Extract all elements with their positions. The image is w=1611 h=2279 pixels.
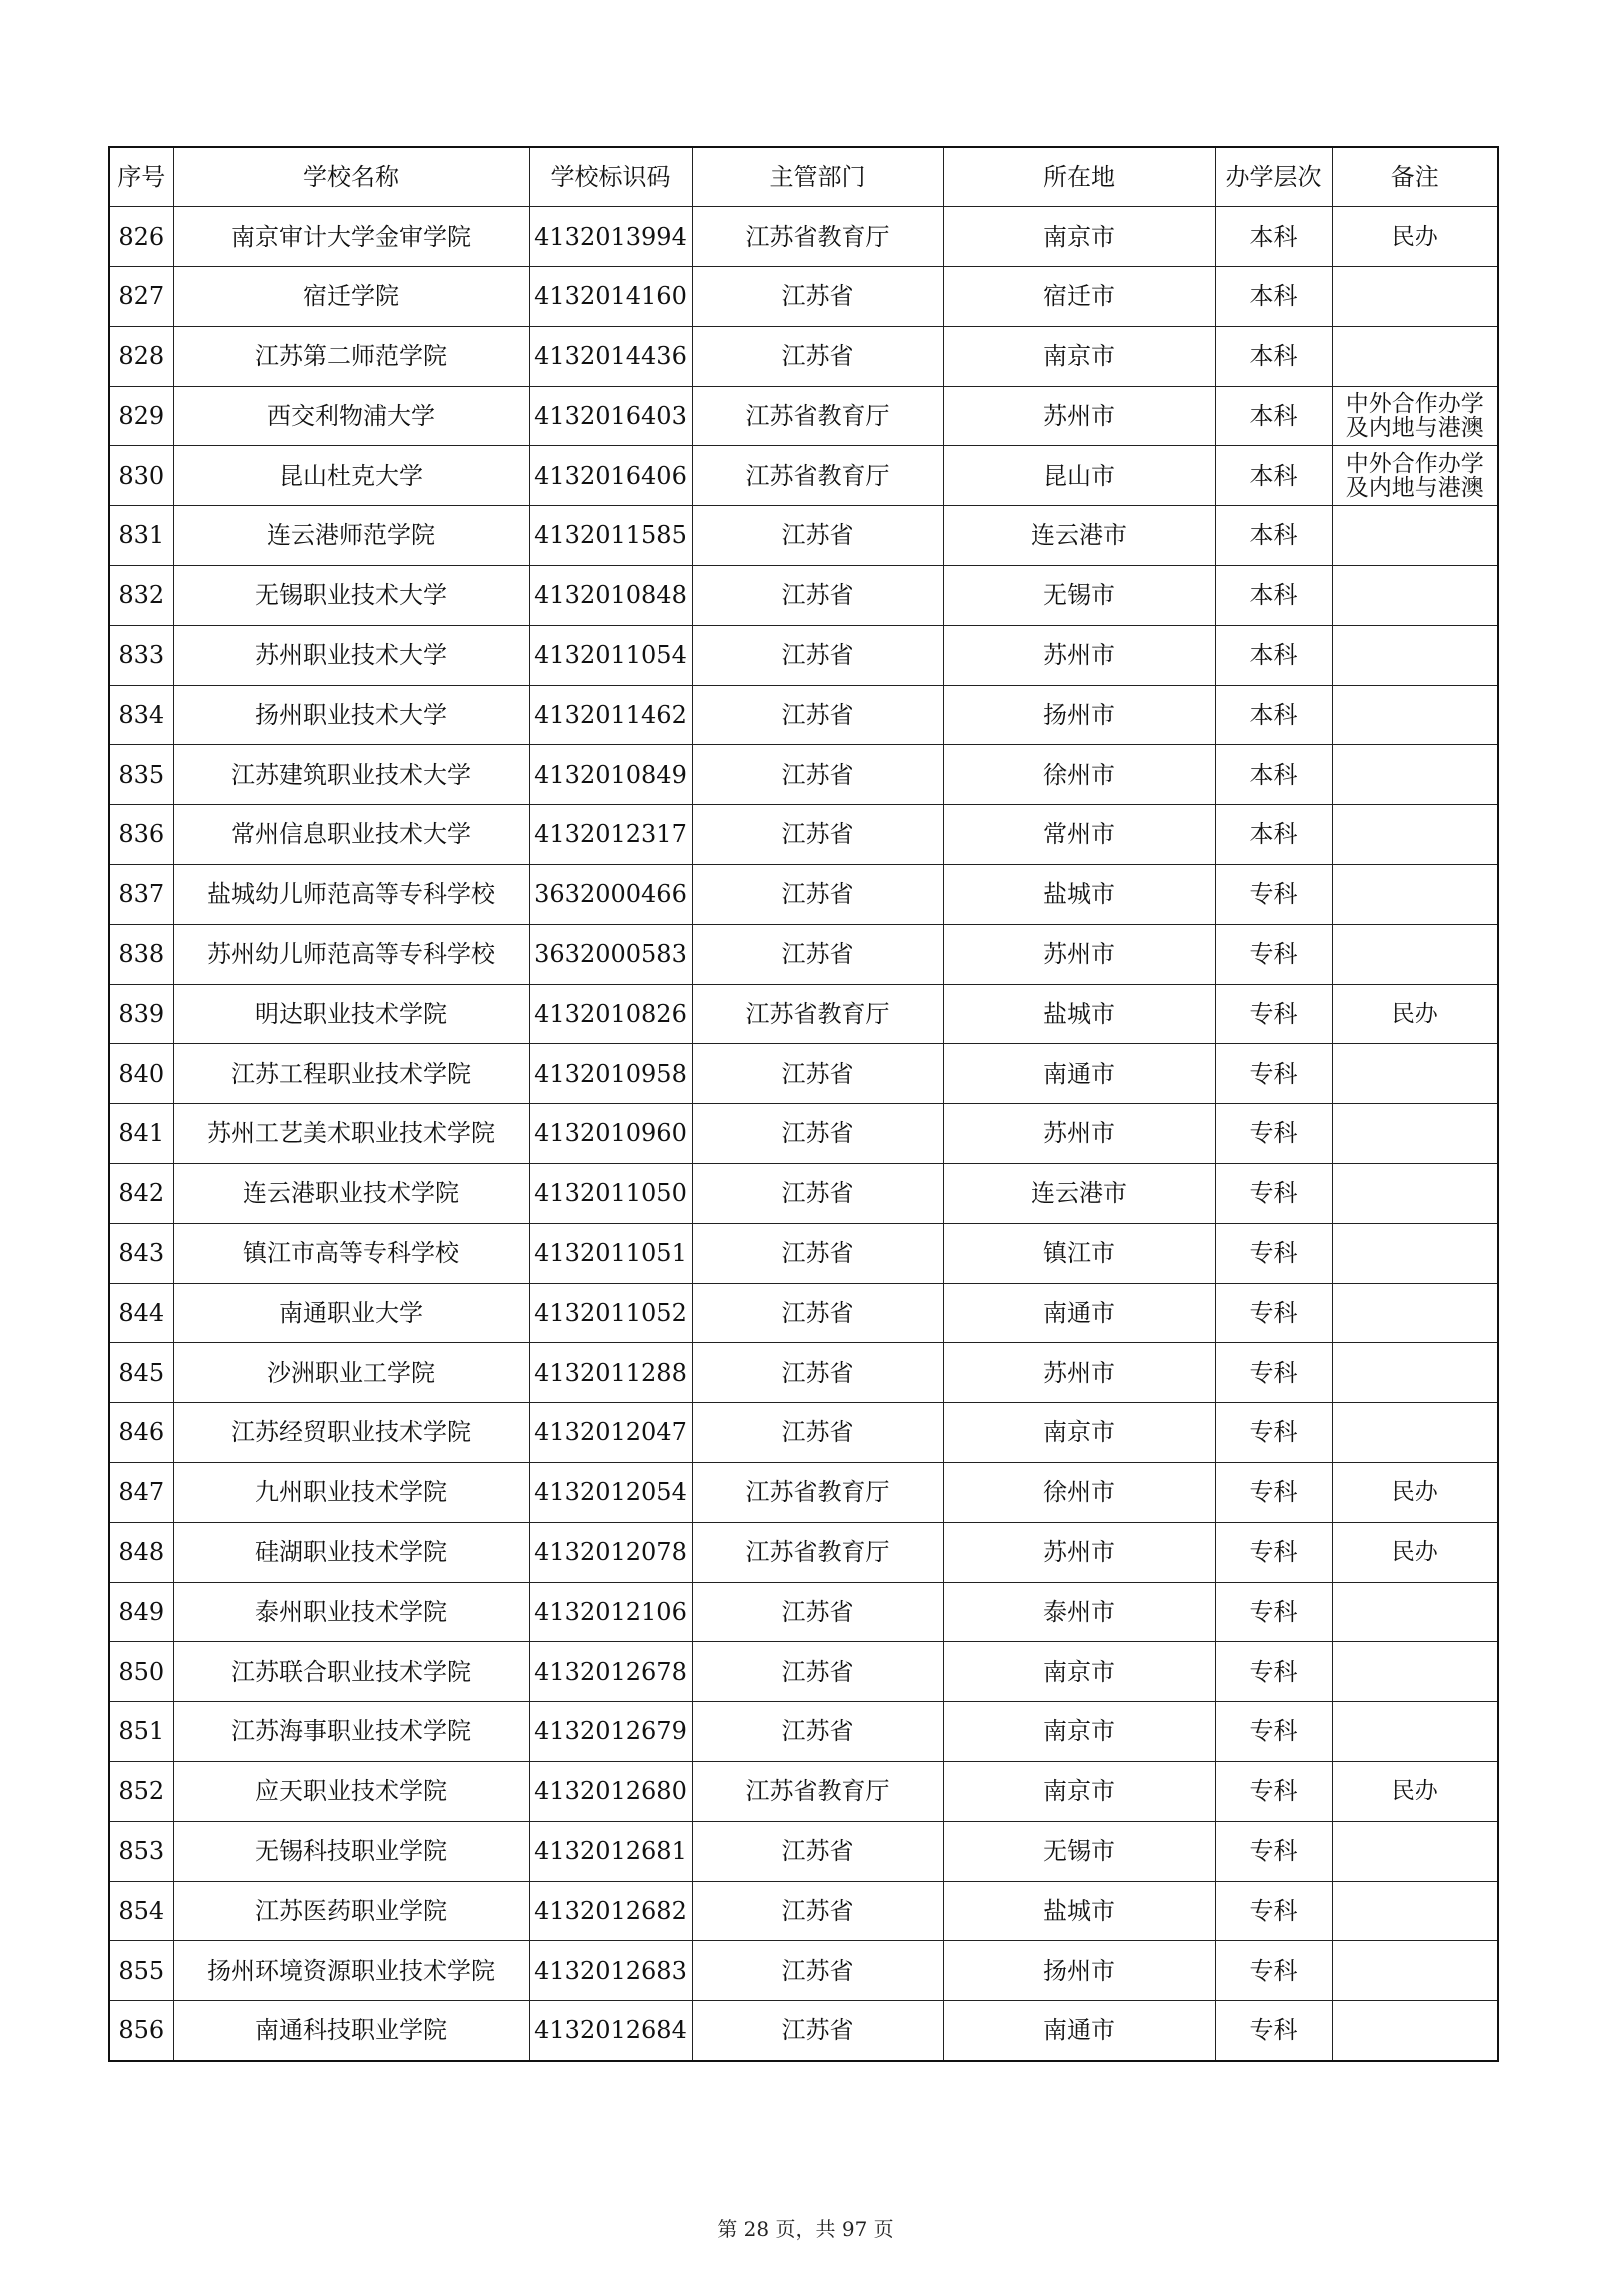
serial-cell: 839 — [109, 984, 173, 1044]
table-row — [109, 267, 1498, 327]
table-row — [109, 865, 1498, 925]
school-name-cell: 昆山杜克大学 — [173, 446, 529, 506]
remarks-cell — [1332, 1821, 1498, 1881]
serial-cell: 832 — [109, 566, 173, 626]
serial-cell: 856 — [109, 2001, 173, 2061]
header-school-code: 学校标识码 — [529, 147, 692, 207]
remarks-cell — [1332, 1881, 1498, 1941]
serial-cell: 826 — [109, 207, 173, 267]
table-row — [109, 1044, 1498, 1104]
department-cell: 江苏省 — [692, 1283, 943, 1343]
table-row — [109, 446, 1498, 506]
school-name-cell: 九州职业技术学院 — [173, 1463, 529, 1523]
school-code-cell: 4132014436 — [529, 326, 692, 386]
table-row — [109, 745, 1498, 805]
school-code-cell: 4132011052 — [529, 1283, 692, 1343]
department-cell: 江苏省 — [692, 1582, 943, 1642]
serial-cell: 855 — [109, 1941, 173, 2001]
serial-cell: 837 — [109, 865, 173, 925]
school-name-cell: 镇江市高等专科学校 — [173, 1223, 529, 1283]
remarks-cell — [1332, 625, 1498, 685]
department-cell: 江苏省 — [692, 1403, 943, 1463]
school-name-cell: 江苏建筑职业技术大学 — [173, 745, 529, 805]
department-cell: 江苏省 — [692, 326, 943, 386]
location-cell: 徐州市 — [943, 1463, 1215, 1523]
remarks-cell — [1332, 1582, 1498, 1642]
table-header-row — [109, 147, 1498, 207]
table-row — [109, 207, 1498, 267]
header-remarks: 备注 — [1332, 147, 1498, 207]
table-row — [109, 1522, 1498, 1582]
table-row — [109, 326, 1498, 386]
location-cell: 南京市 — [943, 1702, 1215, 1762]
location-cell: 苏州市 — [943, 1522, 1215, 1582]
school-code-cell: 4132010848 — [529, 566, 692, 626]
school-list-table — [108, 146, 1499, 2062]
table-row — [109, 1403, 1498, 1463]
department-cell: 江苏省 — [692, 924, 943, 984]
remarks-cell — [1332, 1702, 1498, 1762]
school-name-cell: 泰州职业技术学院 — [173, 1582, 529, 1642]
remarks-cell: 中外合作办学及内地与港澳 — [1332, 446, 1498, 506]
table-row — [109, 1104, 1498, 1164]
table-row — [109, 1821, 1498, 1881]
serial-cell: 835 — [109, 745, 173, 805]
remarks-cell — [1332, 267, 1498, 327]
location-cell: 无锡市 — [943, 566, 1215, 626]
department-cell: 江苏省 — [692, 1821, 943, 1881]
school-name-cell: 南通职业大学 — [173, 1283, 529, 1343]
location-cell: 昆山市 — [943, 446, 1215, 506]
school-name-cell: 应天职业技术学院 — [173, 1762, 529, 1822]
remarks-cell: 民办 — [1332, 1522, 1498, 1582]
level-cell: 专科 — [1215, 1642, 1332, 1702]
school-name-cell: 硅湖职业技术学院 — [173, 1522, 529, 1582]
remarks-cell: 中外合作办学及内地与港澳 — [1332, 386, 1498, 446]
level-cell: 本科 — [1215, 745, 1332, 805]
level-cell: 专科 — [1215, 1582, 1332, 1642]
table-row — [109, 1762, 1498, 1822]
department-cell: 江苏省 — [692, 1881, 943, 1941]
serial-cell: 836 — [109, 805, 173, 865]
school-code-cell: 4132012054 — [529, 1463, 692, 1523]
department-cell: 江苏省 — [692, 566, 943, 626]
remarks-cell — [1332, 506, 1498, 566]
level-cell: 专科 — [1215, 1941, 1332, 2001]
school-name-cell: 无锡科技职业学院 — [173, 1821, 529, 1881]
department-cell: 江苏省 — [692, 1343, 943, 1403]
serial-cell: 840 — [109, 1044, 173, 1104]
header-department: 主管部门 — [692, 147, 943, 207]
department-cell: 江苏省 — [692, 1044, 943, 1104]
level-cell: 本科 — [1215, 506, 1332, 566]
table-row — [109, 1642, 1498, 1702]
school-name-cell: 苏州职业技术大学 — [173, 625, 529, 685]
school-code-cell: 4132012684 — [529, 2001, 692, 2061]
department-cell: 江苏省 — [692, 865, 943, 925]
location-cell: 南京市 — [943, 1403, 1215, 1463]
remarks-cell — [1332, 1403, 1498, 1463]
location-cell: 南京市 — [943, 1642, 1215, 1702]
serial-cell: 843 — [109, 1223, 173, 1283]
school-code-cell: 4132016406 — [529, 446, 692, 506]
department-cell: 江苏省 — [692, 1702, 943, 1762]
remarks-cell: 民办 — [1332, 984, 1498, 1044]
department-cell: 江苏省教育厅 — [692, 207, 943, 267]
school-name-cell: 江苏医药职业学院 — [173, 1881, 529, 1941]
remarks-cell — [1332, 1642, 1498, 1702]
level-cell: 专科 — [1215, 1463, 1332, 1523]
serial-cell: 841 — [109, 1104, 173, 1164]
department-cell: 江苏省 — [692, 625, 943, 685]
table-row — [109, 566, 1498, 626]
table-row — [109, 924, 1498, 984]
level-cell: 本科 — [1215, 625, 1332, 685]
serial-cell: 838 — [109, 924, 173, 984]
table-row — [109, 1582, 1498, 1642]
table-row — [109, 1463, 1498, 1523]
serial-cell: 842 — [109, 1164, 173, 1224]
school-name-cell: 江苏经贸职业技术学院 — [173, 1403, 529, 1463]
level-cell: 本科 — [1215, 446, 1332, 506]
school-name-cell: 盐城幼儿师范高等专科学校 — [173, 865, 529, 925]
school-code-cell: 4132012681 — [529, 1821, 692, 1881]
level-cell: 专科 — [1215, 1223, 1332, 1283]
level-cell: 专科 — [1215, 1821, 1332, 1881]
department-cell: 江苏省 — [692, 685, 943, 745]
serial-cell: 844 — [109, 1283, 173, 1343]
location-cell: 南通市 — [943, 1283, 1215, 1343]
school-code-cell: 4132012682 — [529, 1881, 692, 1941]
school-name-cell: 明达职业技术学院 — [173, 984, 529, 1044]
table-row — [109, 1164, 1498, 1224]
level-cell: 本科 — [1215, 326, 1332, 386]
level-cell: 专科 — [1215, 1343, 1332, 1403]
location-cell: 常州市 — [943, 805, 1215, 865]
remarks-cell — [1332, 685, 1498, 745]
remarks-cell — [1332, 805, 1498, 865]
level-cell: 本科 — [1215, 386, 1332, 446]
remarks-cell — [1332, 326, 1498, 386]
school-code-cell: 4132012679 — [529, 1702, 692, 1762]
school-code-cell: 4132011051 — [529, 1223, 692, 1283]
table-row — [109, 685, 1498, 745]
table-row — [109, 805, 1498, 865]
level-cell: 专科 — [1215, 1403, 1332, 1463]
level-cell: 专科 — [1215, 2001, 1332, 2061]
location-cell: 南京市 — [943, 207, 1215, 267]
school-code-cell: 4132012680 — [529, 1762, 692, 1822]
school-name-cell: 江苏联合职业技术学院 — [173, 1642, 529, 1702]
department-cell: 江苏省 — [692, 745, 943, 805]
level-cell: 本科 — [1215, 805, 1332, 865]
header-school-name: 学校名称 — [173, 147, 529, 207]
school-code-cell: 4132010826 — [529, 984, 692, 1044]
location-cell: 镇江市 — [943, 1223, 1215, 1283]
serial-cell: 829 — [109, 386, 173, 446]
school-code-cell: 4132012683 — [529, 1941, 692, 2001]
location-cell: 盐城市 — [943, 865, 1215, 925]
school-code-cell: 4132012678 — [529, 1642, 692, 1702]
table-row — [109, 1881, 1498, 1941]
school-name-cell: 常州信息职业技术大学 — [173, 805, 529, 865]
department-cell: 江苏省 — [692, 1164, 943, 1224]
location-cell: 扬州市 — [943, 685, 1215, 745]
school-code-cell: 4132012078 — [529, 1522, 692, 1582]
school-code-cell: 4132012047 — [529, 1403, 692, 1463]
serial-cell: 833 — [109, 625, 173, 685]
level-cell: 专科 — [1215, 1881, 1332, 1941]
location-cell: 连云港市 — [943, 506, 1215, 566]
department-cell: 江苏省 — [692, 1104, 943, 1164]
school-name-cell: 南通科技职业学院 — [173, 2001, 529, 2061]
location-cell: 泰州市 — [943, 1582, 1215, 1642]
school-name-cell: 沙洲职业工学院 — [173, 1343, 529, 1403]
level-cell: 本科 — [1215, 207, 1332, 267]
table-row — [109, 1343, 1498, 1403]
serial-cell: 850 — [109, 1642, 173, 1702]
serial-cell: 853 — [109, 1821, 173, 1881]
school-name-cell: 无锡职业技术大学 — [173, 566, 529, 626]
table-row — [109, 1223, 1498, 1283]
remarks-cell — [1332, 1343, 1498, 1403]
table-row — [109, 625, 1498, 685]
school-code-cell: 4132011462 — [529, 685, 692, 745]
school-code-cell: 4132014160 — [529, 267, 692, 327]
department-cell: 江苏省 — [692, 506, 943, 566]
location-cell: 南通市 — [943, 1044, 1215, 1104]
remarks-cell — [1332, 745, 1498, 805]
location-cell: 苏州市 — [943, 386, 1215, 446]
serial-cell: 854 — [109, 1881, 173, 1941]
department-cell: 江苏省 — [692, 805, 943, 865]
school-name-cell: 扬州职业技术大学 — [173, 685, 529, 745]
remarks-cell — [1332, 1164, 1498, 1224]
remarks-cell: 民办 — [1332, 207, 1498, 267]
table-row — [109, 506, 1498, 566]
school-name-cell: 南京审计大学金审学院 — [173, 207, 529, 267]
school-name-cell: 苏州工艺美术职业技术学院 — [173, 1104, 529, 1164]
serial-cell: 846 — [109, 1403, 173, 1463]
table-row — [109, 1702, 1498, 1762]
school-code-cell: 4132016403 — [529, 386, 692, 446]
school-name-cell: 西交利物浦大学 — [173, 386, 529, 446]
department-cell: 江苏省教育厅 — [692, 984, 943, 1044]
location-cell: 徐州市 — [943, 745, 1215, 805]
department-cell: 江苏省教育厅 — [692, 1762, 943, 1822]
table-row — [109, 386, 1498, 446]
location-cell: 盐城市 — [943, 984, 1215, 1044]
table-body — [109, 207, 1498, 2061]
school-name-cell: 江苏海事职业技术学院 — [173, 1702, 529, 1762]
level-cell: 专科 — [1215, 1283, 1332, 1343]
school-name-cell: 江苏工程职业技术学院 — [173, 1044, 529, 1104]
location-cell: 南京市 — [943, 326, 1215, 386]
school-code-cell: 3632000466 — [529, 865, 692, 925]
level-cell: 专科 — [1215, 865, 1332, 925]
school-code-cell: 4132012317 — [529, 805, 692, 865]
department-cell: 江苏省 — [692, 1941, 943, 2001]
school-code-cell: 3632000583 — [529, 924, 692, 984]
location-cell: 南通市 — [943, 2001, 1215, 2061]
header-level: 办学层次 — [1215, 147, 1332, 207]
department-cell: 江苏省教育厅 — [692, 1463, 943, 1523]
serial-cell: 830 — [109, 446, 173, 506]
location-cell: 宿迁市 — [943, 267, 1215, 327]
school-name-cell: 宿迁学院 — [173, 267, 529, 327]
remarks-cell — [1332, 1283, 1498, 1343]
department-cell: 江苏省 — [692, 1642, 943, 1702]
location-cell: 苏州市 — [943, 625, 1215, 685]
remarks-cell — [1332, 865, 1498, 925]
location-cell: 盐城市 — [943, 1881, 1215, 1941]
remarks-cell — [1332, 924, 1498, 984]
school-code-cell: 4132011288 — [529, 1343, 692, 1403]
remarks-cell — [1332, 1044, 1498, 1104]
department-cell: 江苏省 — [692, 1223, 943, 1283]
level-cell: 本科 — [1215, 566, 1332, 626]
location-cell: 南京市 — [943, 1762, 1215, 1822]
header-serial: 序号 — [109, 147, 173, 207]
school-code-cell: 4132011585 — [529, 506, 692, 566]
table-row — [109, 1283, 1498, 1343]
location-cell: 苏州市 — [943, 924, 1215, 984]
level-cell: 专科 — [1215, 1164, 1332, 1224]
school-name-cell: 苏州幼儿师范高等专科学校 — [173, 924, 529, 984]
table-row — [109, 984, 1498, 1044]
department-cell: 江苏省 — [692, 2001, 943, 2061]
school-code-cell: 4132010960 — [529, 1104, 692, 1164]
remarks-cell: 民办 — [1332, 1762, 1498, 1822]
remarks-cell — [1332, 1104, 1498, 1164]
serial-cell: 851 — [109, 1702, 173, 1762]
serial-cell: 831 — [109, 506, 173, 566]
school-name-cell: 连云港师范学院 — [173, 506, 529, 566]
level-cell: 专科 — [1215, 1762, 1332, 1822]
school-code-cell: 4132010958 — [529, 1044, 692, 1104]
remarks-cell — [1332, 566, 1498, 626]
serial-cell: 827 — [109, 267, 173, 327]
level-cell: 专科 — [1215, 924, 1332, 984]
remarks-cell: 民办 — [1332, 1463, 1498, 1523]
department-cell: 江苏省 — [692, 267, 943, 327]
location-cell: 苏州市 — [943, 1104, 1215, 1164]
school-code-cell: 4132010849 — [529, 745, 692, 805]
level-cell: 专科 — [1215, 1044, 1332, 1104]
location-cell: 连云港市 — [943, 1164, 1215, 1224]
serial-cell: 849 — [109, 1582, 173, 1642]
table-row — [109, 2001, 1498, 2061]
page-footer: 第 28 页，共 97 页 — [717, 2217, 894, 2241]
school-name-cell: 江苏第二师范学院 — [173, 326, 529, 386]
location-cell: 扬州市 — [943, 1941, 1215, 2001]
remarks-cell — [1332, 1941, 1498, 2001]
location-cell: 无锡市 — [943, 1821, 1215, 1881]
level-cell: 本科 — [1215, 685, 1332, 745]
level-cell: 专科 — [1215, 1104, 1332, 1164]
level-cell: 本科 — [1215, 267, 1332, 327]
location-cell: 苏州市 — [943, 1343, 1215, 1403]
serial-cell: 834 — [109, 685, 173, 745]
level-cell: 专科 — [1215, 984, 1332, 1044]
remarks-cell — [1332, 2001, 1498, 2061]
serial-cell: 848 — [109, 1522, 173, 1582]
school-code-cell: 4132011054 — [529, 625, 692, 685]
school-name-cell: 连云港职业技术学院 — [173, 1164, 529, 1224]
department-cell: 江苏省教育厅 — [692, 446, 943, 506]
table-row — [109, 1941, 1498, 2001]
level-cell: 专科 — [1215, 1702, 1332, 1762]
department-cell: 江苏省教育厅 — [692, 386, 943, 446]
school-name-cell: 扬州环境资源职业技术学院 — [173, 1941, 529, 2001]
header-location: 所在地 — [943, 147, 1215, 207]
serial-cell: 852 — [109, 1762, 173, 1822]
school-code-cell: 4132012106 — [529, 1582, 692, 1642]
school-code-cell: 4132011050 — [529, 1164, 692, 1224]
serial-cell: 847 — [109, 1463, 173, 1523]
serial-cell: 828 — [109, 326, 173, 386]
level-cell: 专科 — [1215, 1522, 1332, 1582]
serial-cell: 845 — [109, 1343, 173, 1403]
school-code-cell: 4132013994 — [529, 207, 692, 267]
department-cell: 江苏省教育厅 — [692, 1522, 943, 1582]
remarks-cell — [1332, 1223, 1498, 1283]
